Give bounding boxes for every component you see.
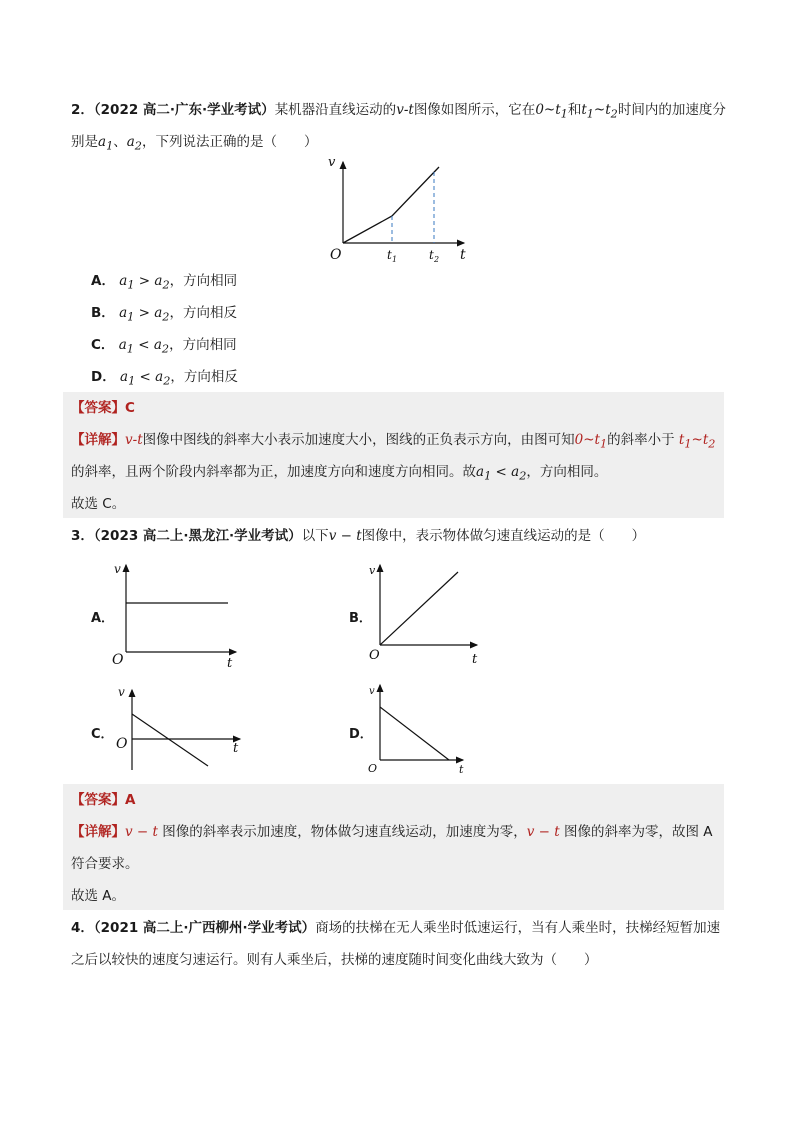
- question-number: 3．: [71, 528, 94, 544]
- q3-graph-b: [365, 560, 485, 670]
- q3-conclusion: 故选 A。: [71, 888, 126, 904]
- t2-sub: 2: [434, 255, 440, 264]
- q3-graph-a: [108, 557, 243, 672]
- q2-answer: 【答案】C: [71, 400, 135, 416]
- question-source: （2023 高二上·黑龙江·学业考试）: [93, 528, 302, 544]
- t1-sub: 1: [392, 255, 398, 264]
- question-number: 4．: [71, 920, 94, 936]
- t-label: t: [227, 656, 233, 671]
- q2-stem-line2: 别是$a_1$、$a_2$，下列说法正确的是（ ）: [71, 134, 318, 153]
- velocity-line: [380, 707, 449, 760]
- q2-conclusion: 故选 C。: [71, 496, 126, 512]
- q2-stem-line1: 2．（2022 高二·广东·学业考试）某机器沿直线运动的v-t图像如图所示，它在$0\sim t_1$和$t_1\sim t_2$时间内的加速度分: [71, 102, 726, 121]
- origin-label: O: [112, 652, 124, 668]
- q3-detail-line2: 符合要求。: [71, 856, 139, 872]
- option-b[interactable]: B． $a_1 > a_2$，方向相反: [91, 305, 237, 324]
- v-label: v: [114, 562, 121, 576]
- t1-label: t: [387, 248, 392, 262]
- velocity-line: [343, 167, 439, 243]
- q4-stem-line1: 4．（2021 高二上·广西柳州·学业考试）商场的扶梯在无人乘坐时低速运行，当有人乘坐时，扶梯经短暂加速: [71, 920, 721, 936]
- velocity-line: [132, 714, 208, 766]
- v-label: v: [369, 564, 376, 577]
- option-d[interactable]: D． $a_1 < a_2$，方向相反: [91, 369, 238, 388]
- t-label: t: [459, 763, 464, 775]
- t-label: t: [233, 741, 239, 756]
- q3-option-c[interactable]: C．: [91, 727, 114, 742]
- t2-label: t: [429, 248, 434, 262]
- q3-option-d[interactable]: D．: [349, 727, 373, 742]
- origin-label: O: [330, 247, 342, 263]
- t-label: t: [460, 247, 466, 263]
- question-source: （2022 高二·广东·学业考试）: [93, 102, 275, 118]
- origin-label: O: [369, 648, 380, 663]
- v-label: v: [369, 686, 375, 697]
- origin-label: O: [368, 762, 378, 775]
- q3-answer-box: [63, 784, 724, 910]
- q3-graph-c: [108, 682, 248, 777]
- question-source: （2021 高二上·广西柳州·学业考试）: [93, 920, 316, 936]
- velocity-line: [380, 572, 458, 645]
- q2-detail-line1: 【详解】v-t图像中图线的斜率大小表示加速度大小，图线的正负表示方向，由图可知$0\sim t_1$的斜率小于 $t_1\sim t_2$: [71, 432, 716, 451]
- q3-detail-line1: 【详解】v − t 图像的斜率表示加速度，物体做匀速直线运动，加速度为零，v − t 图像的斜率为零，故图 A: [71, 824, 713, 840]
- q2-vt-graph: [320, 152, 480, 267]
- t-label: t: [472, 652, 478, 667]
- v-label: v: [118, 685, 125, 699]
- q3-option-a[interactable]: A．: [91, 611, 115, 626]
- q3-stem: 3．（2023 高二上·黑龙江·学业考试）以下v − t图像中，表示物体做匀速直线运动的是（ ）: [71, 528, 646, 544]
- option-c[interactable]: C． $a_1 < a_2$，方向相同: [91, 337, 237, 356]
- q3-option-b[interactable]: B．: [349, 611, 372, 626]
- origin-label: O: [116, 736, 128, 752]
- q3-answer: 【答案】A: [71, 792, 136, 808]
- question-number: 2．: [71, 102, 94, 118]
- v-label: v: [328, 155, 336, 170]
- option-a[interactable]: A． $a_1 > a_2$，方向相同: [91, 273, 238, 292]
- q3-graph-d: [365, 680, 475, 775]
- q2-answer-box: [63, 392, 724, 518]
- q4-stem-line2: 之后以较快的速度匀速运行。则有人乘坐后，扶梯的速度随时间变化曲线大致为（ ）: [71, 952, 598, 968]
- q2-detail-line2: 的斜率，且两个阶段内斜率都为正，加速度方向和速度方向相同。故$a_1 < a_2$，方向相同。: [71, 464, 608, 483]
